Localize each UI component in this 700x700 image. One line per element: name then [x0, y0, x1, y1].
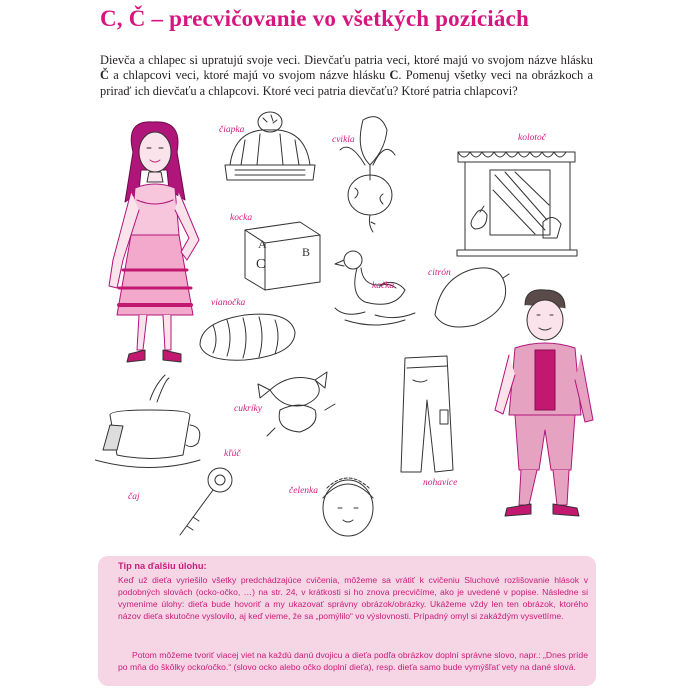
label-cvikla: cvikla — [332, 135, 355, 145]
page-title: C, Č – precvičovanie vo všetkých pozíciách — [100, 6, 529, 31]
cube-letter-b: B — [302, 245, 311, 259]
illustrations — [95, 110, 600, 550]
label-kacka: kačka — [372, 281, 395, 291]
label-ciapka: čiapka — [219, 125, 245, 135]
label-celenka: čelenka — [289, 486, 319, 496]
candies-drawing — [258, 372, 335, 436]
headband-girl-drawing — [323, 478, 373, 536]
hat-drawing — [225, 112, 315, 180]
instructions-text-2: a chlapcovi veci, ktoré majú vo svojom názve hlásku — [108, 68, 390, 83]
girl-drawing — [109, 122, 199, 362]
cube-letter-a: A — [258, 237, 267, 251]
carousel-drawing — [457, 152, 577, 256]
label-vianocka: vianočka — [211, 298, 246, 308]
instructions-text-3: . Pomenuj všetky veci na obrázkoch a priraď ich dievčaťu a chlapcovi. Ktoré veci patria dievčaťu? Ktoré patria chlapcovi? — [100, 68, 593, 98]
key-drawing — [180, 468, 232, 535]
letter-c-caron: Č — [100, 68, 109, 83]
letter-c: C — [389, 68, 399, 83]
tip-title: Tip na ďalšiu úlohu: — [118, 561, 207, 571]
instructions-text-1: Dievča a chlapec si upratujú svoje veci. Dievčaťu patria veci, ktoré majú vo svojom názve hlásku — [100, 53, 593, 67]
beet-drawing — [340, 117, 395, 232]
tea-cup-drawing — [95, 375, 200, 468]
boy-drawing — [495, 290, 593, 516]
label-nohavice: nohavice — [423, 478, 458, 488]
label-kluc: kľúč — [224, 449, 241, 459]
braided-bread-drawing — [200, 314, 295, 360]
label-kolotoc: kolotoč — [518, 133, 546, 143]
label-citron: citrón — [428, 268, 451, 278]
label-cukriky: cukríky — [234, 404, 262, 414]
label-kocka: kocka — [230, 213, 253, 223]
trousers-drawing — [401, 356, 453, 472]
cube-letter-c: C — [256, 257, 266, 272]
label-caj: čaj — [128, 492, 140, 502]
instructions-paragraph — [100, 53, 593, 99]
tip-paragraph-2: Potom môžeme tvoriť viacej viet na každú danú dvojicu a dieťa podľa obrázkov doplní správne slovo, napr.: „Dnes príde po mňa do škôlky ocko/očko.“ (slovo ocko alebo očko doplní dieťa), resp. dieťa samo bude vymýšľať vety na dané slová. — [118, 650, 588, 673]
tip-paragraph-1: Keď už dieťa vyriešilo všetky predchádzajúce cvičenia, môžeme sa vrátiť k cvičeniu Sluchové rozlišovanie hlások v podobných slovách (ocko-očko, …) na str. 24, v krátkosti si ho znova precvičíme, ako je uvedené v popise. Následne si vymeníme úlohy: dieťa bude hovoriť a my ukazovať správny obrázok/obrázky. Ukážeme vždy len ten obrázok, ktorého názov dieťa skutočne vyslovilo, aj keď vieme, že sa „pomýlilo“ vo výslovnosti. Prípadný omyl si zakáždým vysvetlíme. — [118, 575, 588, 622]
